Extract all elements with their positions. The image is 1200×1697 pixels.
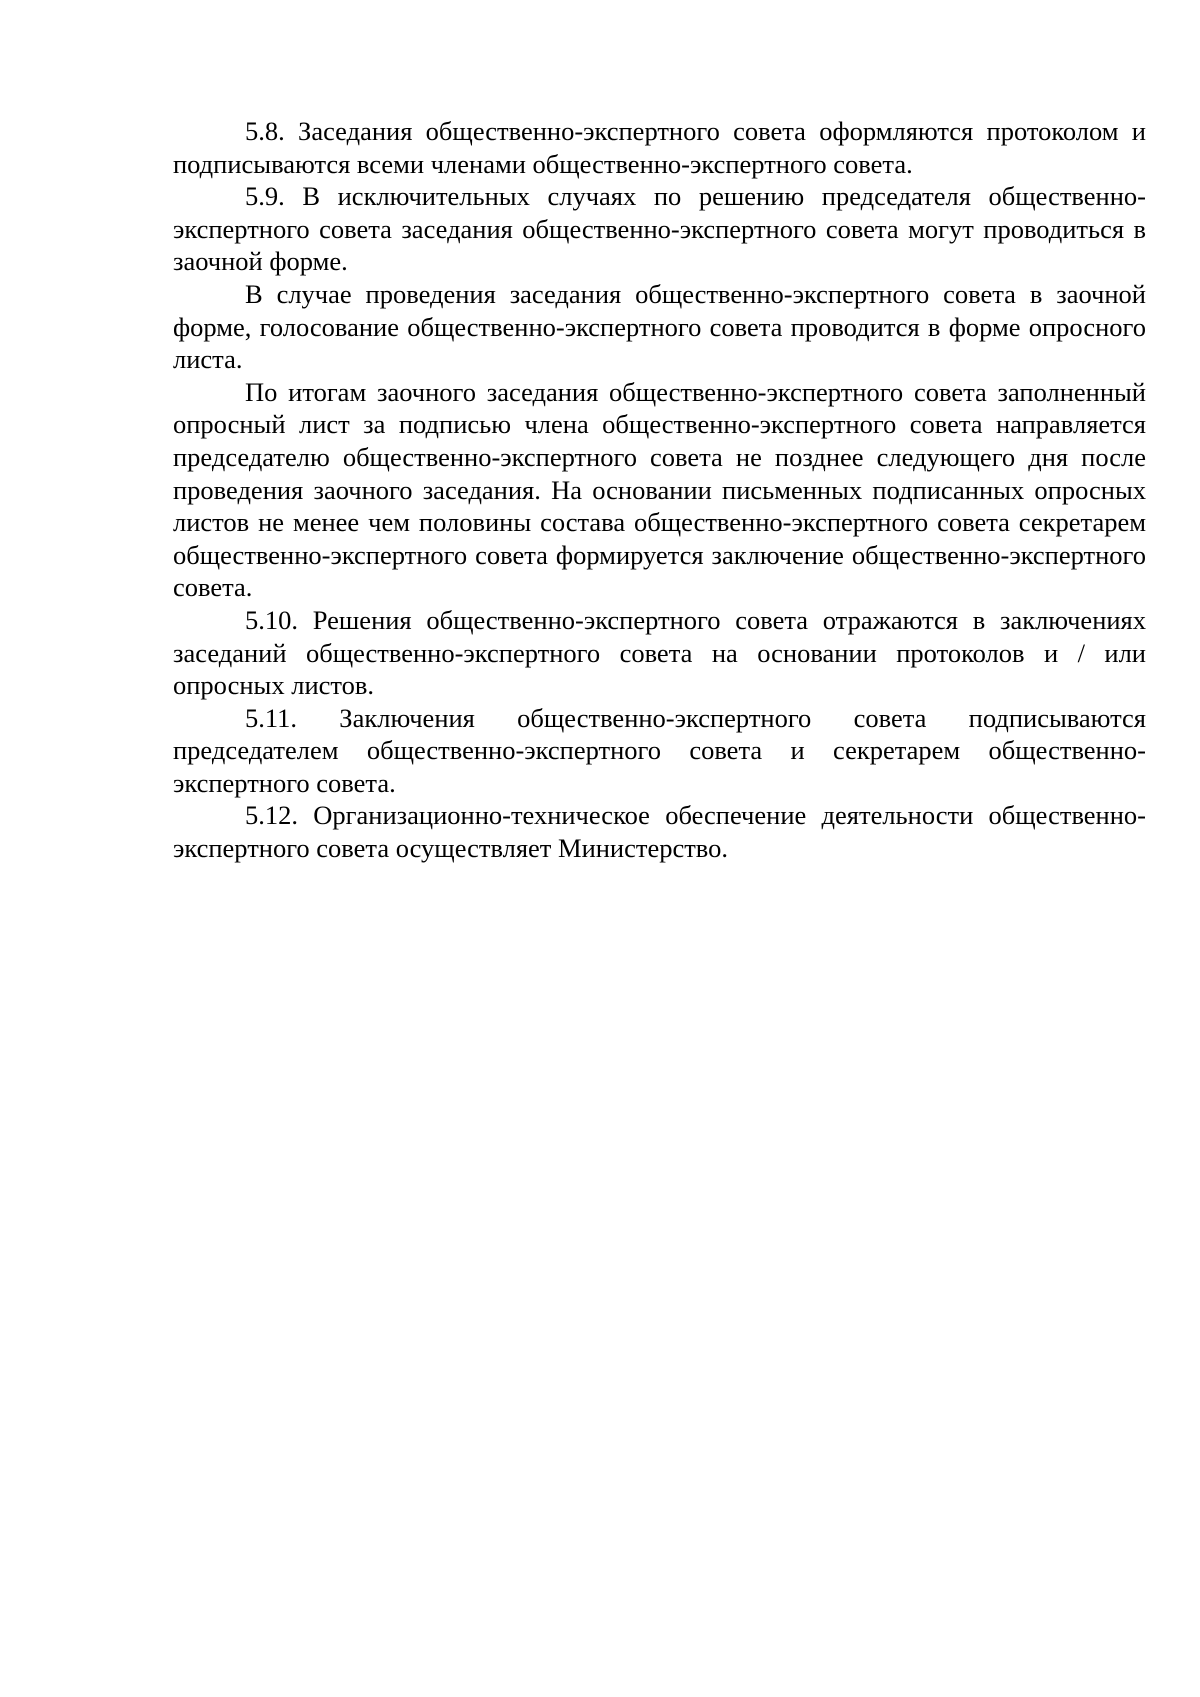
paragraph-5-10: 5.10. Решения общественно-экспертного совета отражаются в заключениях заседаний общественно-экспертного совета на основании протоколов и / или опросных листов. <box>173 604 1146 701</box>
paragraph-5-9-absentee-results: По итогам заочного заседания общественно-экспертного совета заполненный опросный лист за подписью члена общественно-экспертного совета направляется председателю общественно-экспертного совета не позднее следующего дня после проведения заочного заседания. На основании письменных подписанных опросных листов не менее чем половины состава общественно-экспертного совета секретарем общественно-экспертного совета формируется заключение общественно-экспертного совета. <box>173 376 1146 603</box>
paragraph-5-11: 5.11. Заключения общественно-экспертного совета подписываются председателем общественно-экспертного совета и секретарем общественно-экспертного совета. <box>173 702 1146 798</box>
paragraph-5-9: 5.9. В исключительных случаях по решению председателя общественно-экспертного совета заседания общественно-экспертного совета могут проводиться в заочной форме. <box>173 181 1146 277</box>
paragraph-5-12: 5.12. Организационно-техническое обеспечение деятельности общественно-экспертного совета осуществляет Министерство. <box>173 800 1146 864</box>
paragraph-5-9-absentee-voting: В случае проведения заседания общественно-экспертного совета в заочной форме, голосование общественно-экспертного совета проводится в форме опросного листа. <box>173 278 1146 375</box>
document-body <box>173 115 1146 865</box>
paragraph-5-8: 5.8. Заседания общественно-экспертного совета оформляются протоколом и подписываются всеми членами общественно-экспертного совета. <box>173 116 1146 179</box>
